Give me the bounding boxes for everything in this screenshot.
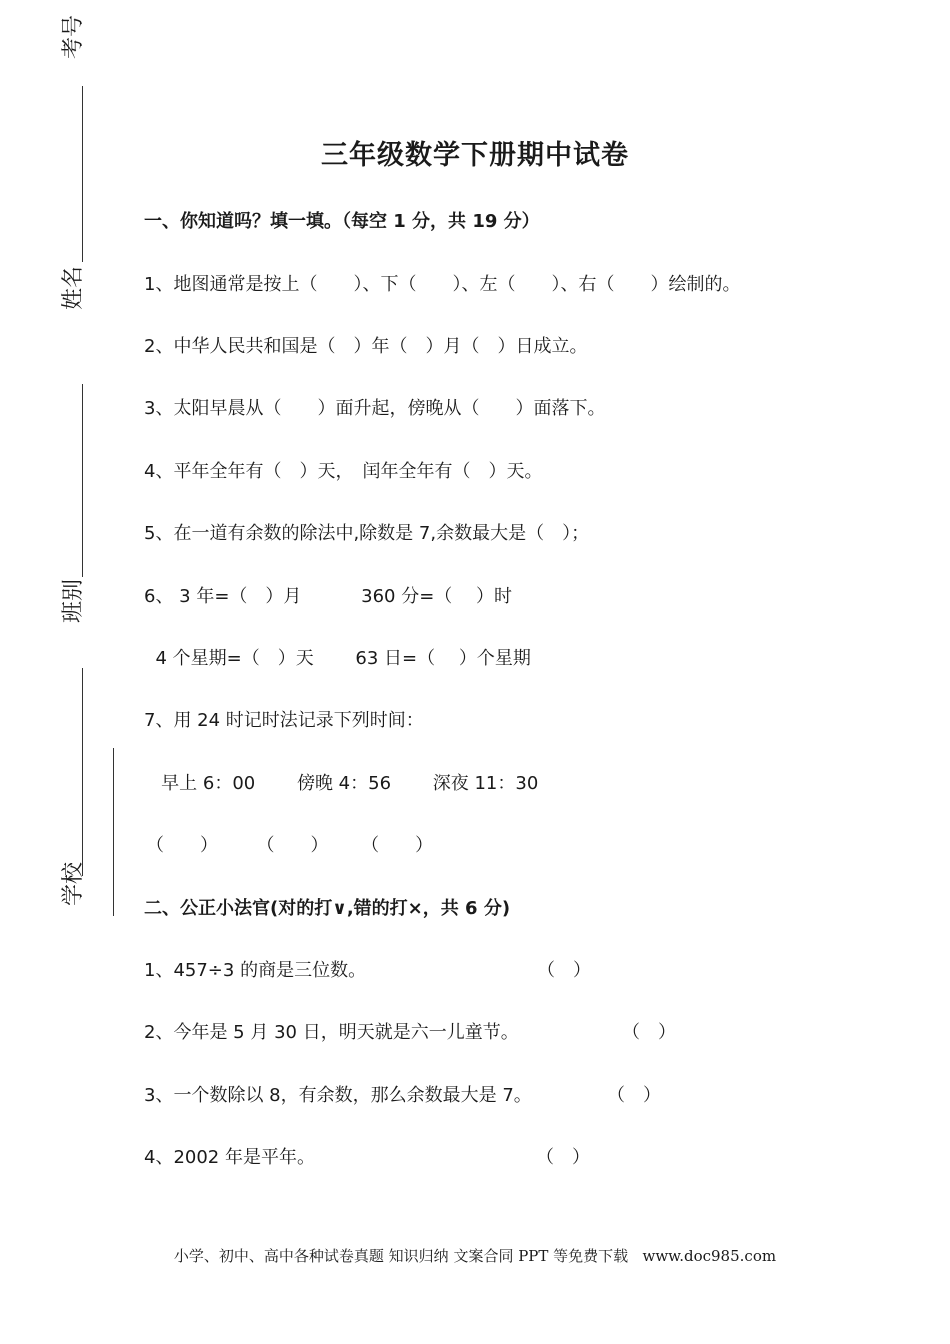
school-label: 学校 (61, 861, 86, 906)
question-1-4: 4、平年全年有（ ）天， 闰年全年有（ ）天。 (144, 461, 543, 482)
class-line (82, 668, 83, 876)
question-1-7-times: 早上 6：00 傍晚 4：56 深夜 11：30 (144, 773, 539, 794)
class-label: 班别 (61, 578, 86, 623)
question-1-6b: 4 个星期=（ ）天 63 日=（ ）个星期 (144, 648, 531, 669)
question-1-5: 5、在一道有余数的除法中,除数是 7,余数最大是（ ）； (144, 523, 590, 544)
question-2-3-blank: （ ） (607, 1085, 661, 1106)
question-1-6a: 6、 3 年=（ ）月 360 分=（ ）时 (144, 586, 513, 607)
question-1-7-blanks: （ ） （ ） （ ） (146, 835, 434, 856)
question-2-4: 4、2002 年是平年。 (144, 1147, 315, 1168)
question-1-3: 3、太阳早晨从（ ）面升起，傍晚从（ ）面落下。 (144, 398, 606, 419)
margin-divider-line (113, 748, 114, 916)
section2-heading: 二、公正小法官(对的打∨,错的打×，共 6 分) (144, 898, 511, 919)
question-2-3: 3、一个数除以 8，有余数，那么余数最大是 7。 (144, 1085, 532, 1106)
exam-number-line (82, 86, 83, 262)
question-1-2: 2、中华人民共和国是（ ）年（ ）月（ ）日成立。 (144, 336, 588, 357)
exam-number-label: 考号 (61, 14, 86, 59)
student-name-label: 姓名 (61, 265, 86, 310)
question-2-2: 2、今年是 5 月 30 日，明天就是六一儿童节。 (144, 1022, 519, 1043)
question-1-1: 1、地图通常是按上（ ）、下（ ）、左（ ）、右（ ）绘制的。 (144, 274, 741, 295)
question-2-2-blank: （ ） (622, 1022, 676, 1043)
section1-heading: 一、你知道吗？填一填。（每空 1 分，共 19 分） (144, 211, 540, 232)
question-1-7: 7、用 24 时记时法记录下列时间： (144, 710, 424, 731)
footer-download-notice: 小学、初中、高中各种试卷真题 知识归纳 文案合同 PPT 等免费下载 www.doc985.com (173, 1247, 777, 1265)
question-2-1: 1、457÷3 的商是三位数。 (144, 960, 367, 981)
student-name-line (82, 384, 83, 577)
question-2-4-blank: （ ） (536, 1147, 590, 1168)
page-title: 三年级数学下册期中试卷 (321, 140, 629, 171)
question-2-1-blank: （ ） (537, 960, 591, 981)
